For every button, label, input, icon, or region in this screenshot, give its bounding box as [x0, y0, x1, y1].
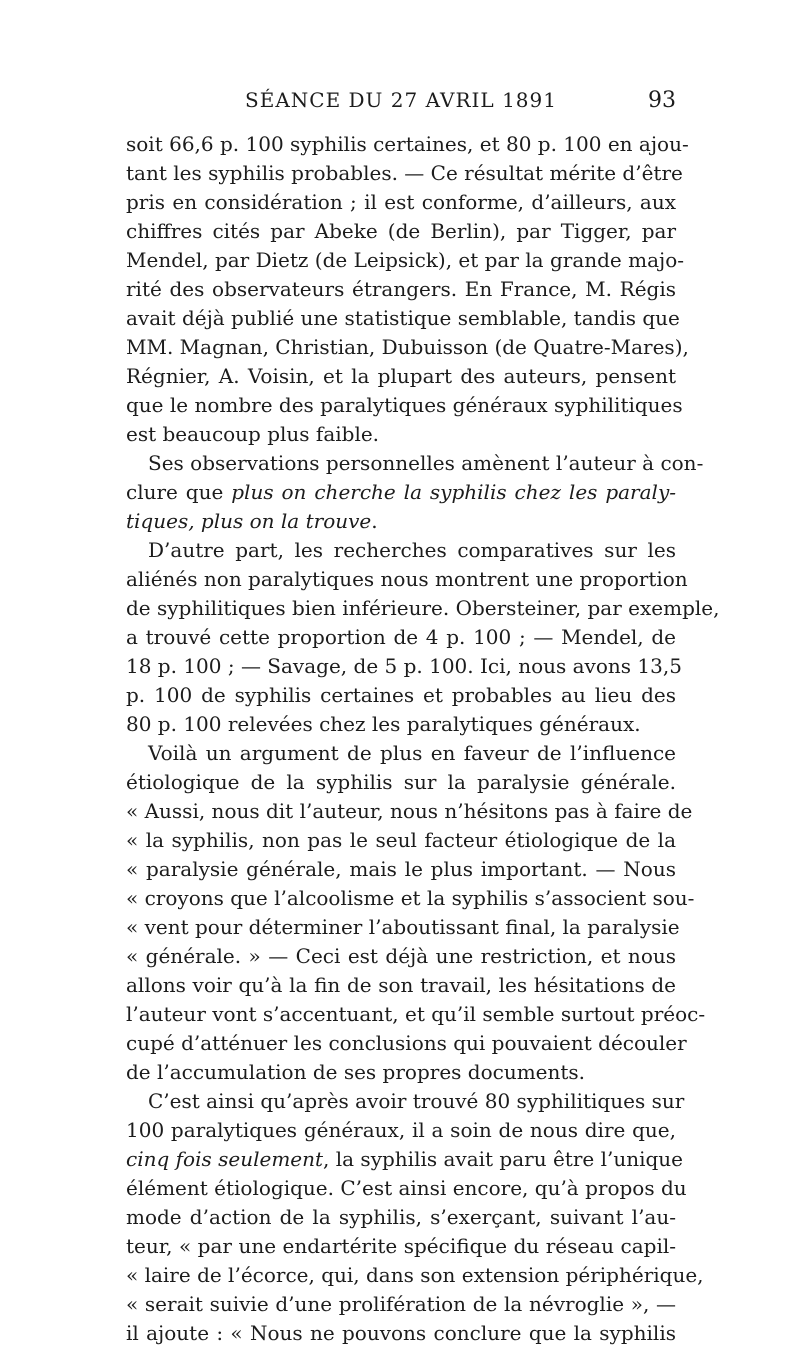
text-line: « serait suivie d’une prolifération de la névroglie », — — [126, 1292, 676, 1316]
text-line: est beaucoup plus faible. — [126, 422, 380, 446]
text-line: Mendel, par Dietz (de Leipsick), et par la grande majo- — [126, 248, 685, 272]
text-line: p. 100 de syphilis certaines et probables au lieu des — [126, 683, 676, 707]
text-line: « croyons que l’alcoolisme et la syphilis s’associent sou- — [126, 886, 695, 910]
page-number: 93 — [648, 88, 676, 113]
text-line: 100 paralytiques généraux, il a soin de nous dire que, — [126, 1118, 676, 1142]
text-line: aliénés non paralytiques nous montrent une proportion — [126, 567, 688, 591]
text-line: clure que plus on cherche la syphilis chez les paraly- — [126, 480, 676, 504]
text-line: Ses observations personnelles amènent l’auteur à con- — [148, 451, 704, 475]
text-line: il ajoute : « Nous ne pouvons conclure que la syphilis — [126, 1321, 676, 1345]
text-line: que le nombre des paralytiques généraux syphilitiques — [126, 393, 683, 417]
text-line: « la syphilis, non pas le seul facteur étiologique de la — [126, 828, 676, 852]
text-line: MM. Magnan, Christian, Dubuisson (de Quatre-Mares), — [126, 335, 689, 359]
text-line: 18 p. 100 ; — Savage, de 5 p. 100. Ici, nous avons 13,5 — [126, 654, 682, 678]
text-line: l’auteur vont s’accentuant, et qu’il semble surtout préoc- — [126, 1002, 706, 1026]
text-line: avait déjà publié une statistique semblable, tandis que — [126, 306, 680, 330]
text-line: tiques, plus on la trouve. — [126, 509, 378, 533]
text-line: C’est ainsi qu’après avoir trouvé 80 syphilitiques sur — [148, 1089, 685, 1113]
text-line: cinq fois seulement, la syphilis avait paru être l’unique — [126, 1147, 684, 1171]
text-line: de syphilitiques bien inférieure. Obersteiner, par exemple, — [126, 596, 720, 620]
text-line: « générale. » — Ceci est déjà une restriction, et nous — [126, 944, 676, 968]
text-line: teur, « par une endartérite spécifique du réseau capil- — [126, 1234, 676, 1258]
running-title: SÉANCE DU 27 AVRIL 1891 — [245, 88, 557, 112]
text-line: Voilà un argument de plus en faveur de l’influence — [148, 741, 676, 765]
text-line: « vent pour déterminer l’aboutissant final, la paralysie — [126, 915, 680, 939]
running-head — [126, 88, 676, 120]
italic-phrase: plus on cherche la syphilis chez les paraly- — [231, 480, 676, 504]
text-line: mode d’action de la syphilis, s’exerçant, suivant l’au- — [126, 1205, 676, 1229]
text-line: cupé d’atténuer les conclusions qui pouvaient découler — [126, 1031, 687, 1055]
text-line: rité des observateurs étrangers. En France, M. Régis — [126, 277, 676, 301]
text-line: tant les syphilis probables. — Ce résultat mérite d’être — [126, 161, 683, 185]
text-line: chiffres cités par Abeke (de Berlin), par Tigger, par — [126, 219, 676, 243]
text-line: allons voir qu’à la fin de son travail, les hésitations de — [126, 973, 676, 997]
text-line: D’autre part, les recherches comparatives sur les — [148, 538, 676, 562]
text-line: élément étiologique. C’est ainsi encore, qu’à propos du — [126, 1176, 687, 1200]
italic-phrase: cinq fois seulement — [126, 1147, 324, 1171]
text-line: « Aussi, nous dit l’auteur, nous n’hésitons pas à faire de — [126, 799, 693, 823]
body-text — [126, 130, 720, 1348]
text-line: de l’accumulation de ses propres documents. — [126, 1060, 586, 1084]
text-line: soit 66,6 p. 100 syphilis certaines, et 80 p. 100 en ajou- — [126, 132, 689, 156]
text-line: pris en considération ; il est conforme, d’ailleurs, aux — [126, 190, 676, 214]
text-line: a trouvé cette proportion de 4 p. 100 ; — Mendel, de — [126, 625, 676, 649]
text-line: Régnier, A. Voisin, et la plupart des auteurs, pensent — [126, 364, 676, 388]
text-line: « paralysie générale, mais le plus important. — Nous — [126, 857, 676, 881]
text-line: étiologique de la syphilis sur la paralysie générale. — [126, 770, 676, 794]
text-line: « laire de l’écorce, qui, dans son extension périphérique, — [126, 1263, 704, 1287]
text-line: 80 p. 100 relevées chez les paralytiques généraux. — [126, 712, 641, 736]
italic-phrase: tiques, plus on la trouve — [126, 509, 372, 533]
